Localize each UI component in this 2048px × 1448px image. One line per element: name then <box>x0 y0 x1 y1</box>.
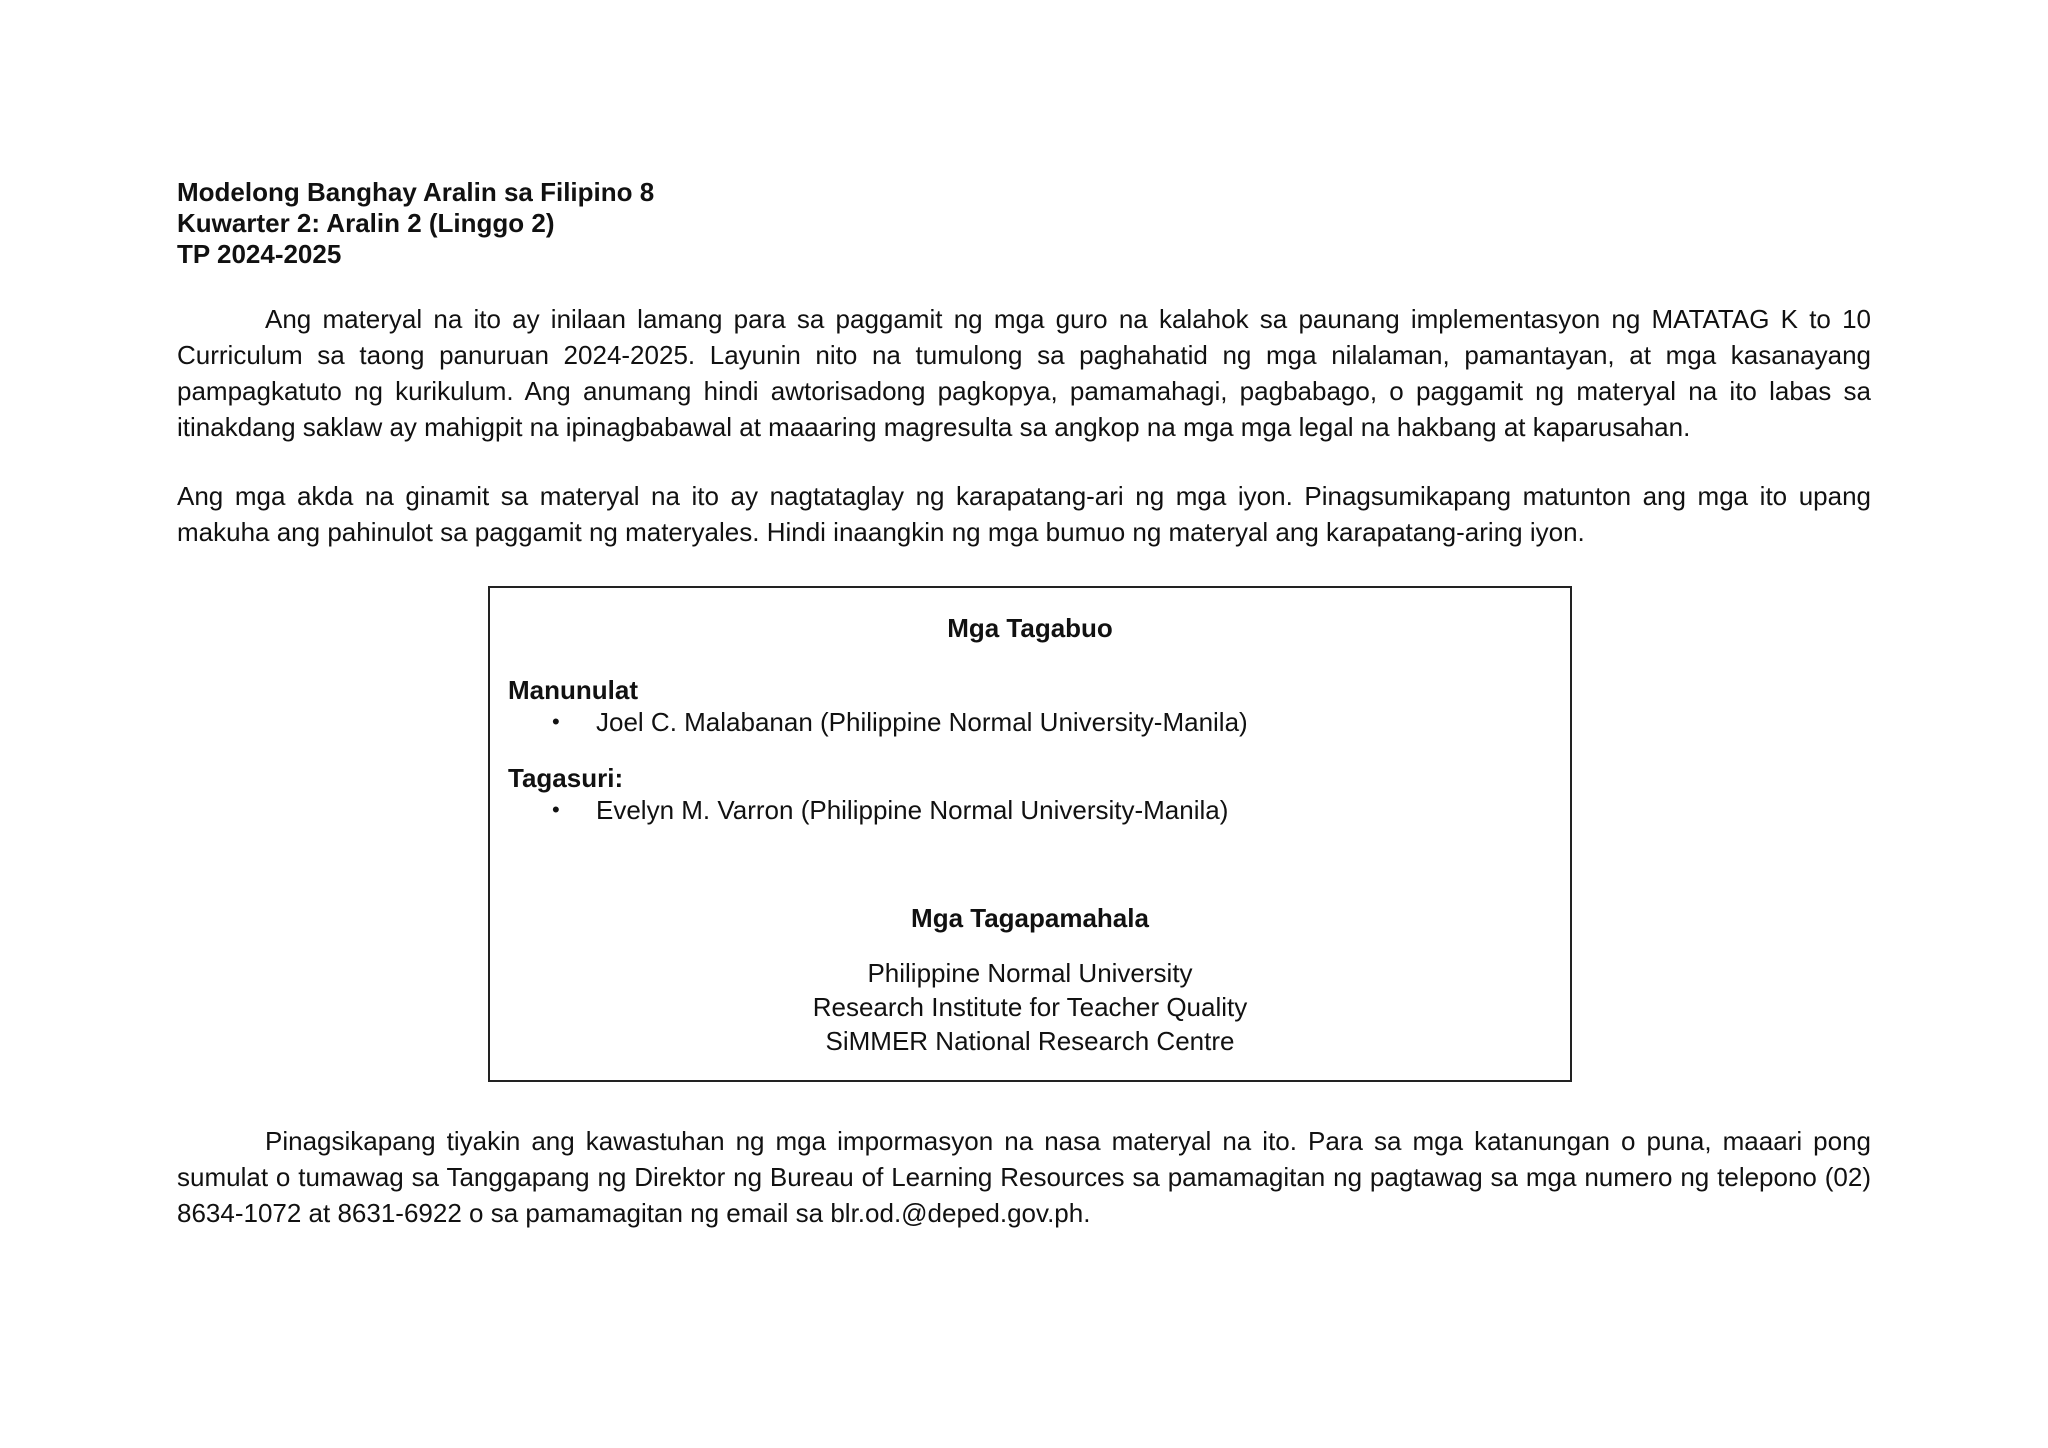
credits-box <box>488 586 1572 1082</box>
writer-name: Joel C. Malabanan (Philippine Normal University-Manila) <box>596 707 1248 737</box>
writer-label: Manunulat <box>508 675 638 705</box>
reviewer-label: Tagasuri: <box>508 763 624 793</box>
reviewer-list-item <box>552 794 1228 826</box>
manager-institute: Research Institute for Teacher Quality <box>812 992 1248 1022</box>
header-title: Modelong Banghay Aralin sa Filipino 8 <box>177 177 655 207</box>
document-header <box>177 177 654 270</box>
header-quarter-lesson: Kuwarter 2: Aralin 2 (Linggo 2) <box>177 208 555 238</box>
copyright-paragraph: Ang mga akda na ginamit sa materyal na ito ay nagtataglay ng karapatang-ari ng mga iyon. Pinagsumikapang matunton ang mga ito upang makuha ang pahinulot sa paggamit ng materyales. Hindi inaangkin ng mga bumuo ng materyal ang karapatang-aring iyon. <box>177 481 1871 547</box>
writer-list-item <box>552 706 1248 738</box>
developers-heading: Mga Tagabuo <box>947 613 1113 643</box>
contact-paragraph: Pinagsikapang tiyakin ang kawastuhan ng mga impormasyon na nasa materyal na ito. Para sa mga katanungan o puna, maaari pong sumulat o tumawag sa Tanggapang ng Direktor ng Bureau of Learning Resources sa pamamagitan ng pagtawag sa mga numero ng telepono (02) 8634-1072 at 8631-6922 o sa pamamagitan ng email sa blr.od.@deped.gov.ph. <box>177 1126 1871 1228</box>
managers-heading: Mga Tagapamahala <box>911 903 1149 933</box>
manager-university: Philippine Normal University <box>867 958 1193 988</box>
bullet-icon: • <box>552 797 560 822</box>
manager-research-centre: SiMMER National Research Centre <box>825 1026 1235 1056</box>
intro-paragraph: Ang materyal na ito ay inilaan lamang para sa paggamit ng mga guro na kalahok sa paunang implementasyon ng MATATAG K to 10 Curriculum sa taong panuruan 2024-2025. Layunin nito na tumulong sa paghahatid ng mga nilalaman, pamantayan, at mga kasanayang pampagkatuto ng kurikulum. Ang anumang hindi awtorisadong pagkopya, pamamahagi, pagbabago, o paggamit ng materyal na ito labas sa itinakdang saklaw ay mahigpit na ipinagbabawal at maaaring magresulta sa angkop na mga mga legal na hakbang at kaparusahan. <box>177 304 1871 442</box>
header-school-year: TP 2024-2025 <box>177 239 342 269</box>
reviewer-name: Evelyn M. Varron (Philippine Normal University-Manila) <box>596 795 1229 825</box>
bullet-icon: • <box>552 709 560 734</box>
managers-list <box>490 956 1570 1058</box>
